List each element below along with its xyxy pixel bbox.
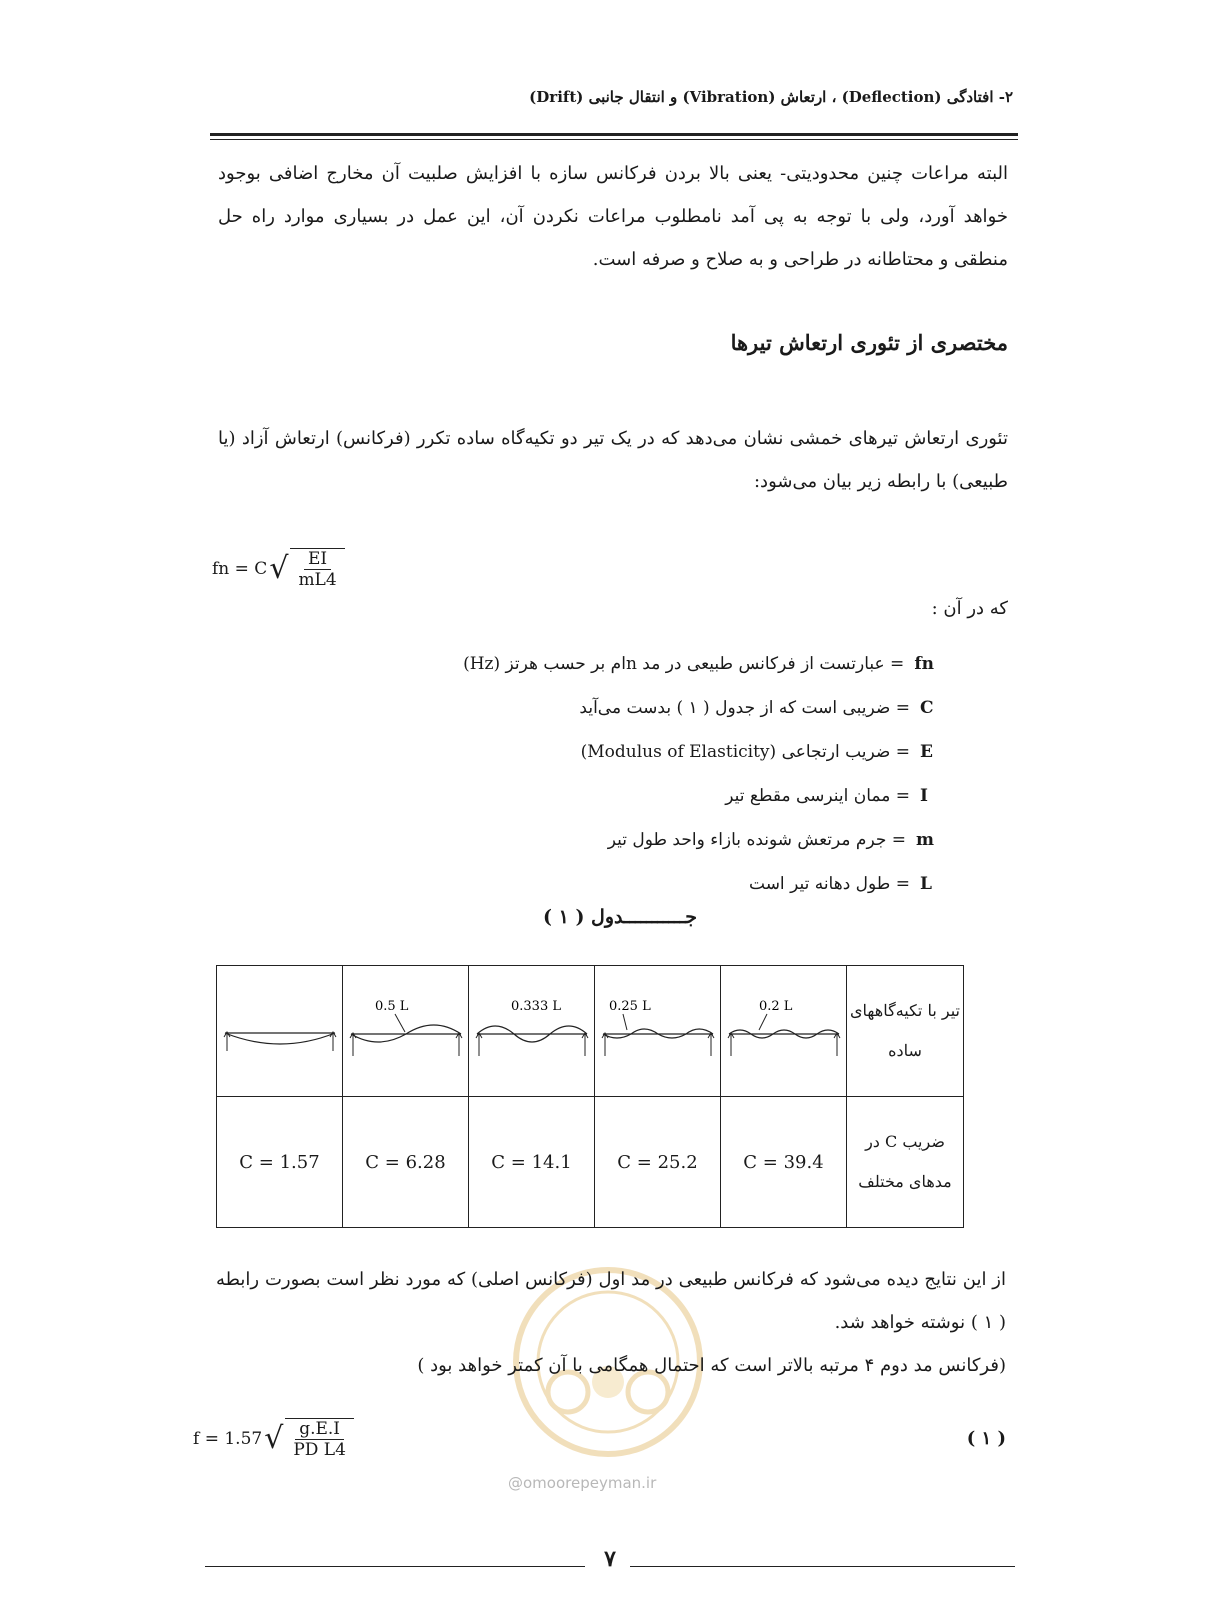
definition-symbol: m	[916, 830, 934, 850]
definitions-list	[234, 642, 934, 906]
definition-row	[234, 686, 934, 730]
definition-text: = جرم مرتعش شونده بازاء واحد طول تیر	[607, 830, 906, 850]
mode-shape-2-icon	[345, 994, 467, 1064]
section-heading: مختصری از تئوری ارتعاش تیرها	[730, 330, 1008, 355]
coefficient-cell: C = 1.57	[217, 1097, 343, 1228]
mode-label-4: 0.25 L	[608, 998, 651, 1014]
sqrt-symbol: √	[269, 551, 289, 586]
formula1-denominator: mL4	[298, 570, 337, 590]
definition-row	[234, 862, 934, 906]
paragraph-results-note: (فرکانس مد دوم ۴ مرتبه بالاتر است که احتمال همگامی با آن کمتر خواهد بود )	[417, 1355, 1006, 1376]
formula-natural-frequency	[212, 548, 345, 590]
page-header-title: ۲- افتادگی (Deflection) ، ارتعاش (Vibration) و انتقال جانبی (Drift)	[529, 88, 1013, 106]
definition-text: = ممان اینرسی مقطع تیر	[725, 786, 910, 806]
paragraph-results	[216, 1258, 1006, 1387]
definition-text: = ضریبی است که از جدول ( ۱ ) بدست می‌آید	[579, 698, 910, 718]
mode-shape-3-icon	[471, 994, 593, 1064]
formula2-denominator: PD L4	[293, 1440, 346, 1460]
definition-row	[234, 774, 934, 818]
coefficient-cell: C = 39.4	[721, 1097, 847, 1228]
definition-row	[234, 818, 934, 862]
definition-symbol: I	[920, 786, 928, 806]
definition-symbol: E	[920, 742, 933, 762]
footer-rule-left	[205, 1566, 585, 1567]
mode-shape-5-icon	[723, 994, 845, 1064]
definition-text: = ضریب ارتجاعی (Modulus of Elasticity)	[580, 742, 910, 762]
formula2-fraction	[285, 1418, 354, 1460]
formula1-lhs: fn = C	[212, 559, 268, 579]
table-row-coefficients	[217, 1097, 964, 1228]
mode-label-3: 0.333 L	[510, 998, 561, 1014]
paragraph-intro: البته مراعات چنین محدودیتی- یعنی بالا بردن فرکانس سازه با افزایش صلبیت آن مخارج اضافی بوجود خواهد آورد، ولی با توجه به پی آمد نامطلوب مراعات نکردن آن، این عمل در بسیاری موارد راه حل منطقی و محتاطانه در طراحی و به صلاح و صرفه است.	[218, 163, 1008, 270]
mode-shape-cell-3	[469, 966, 595, 1097]
mode-shape-cell-1	[217, 966, 343, 1097]
coefficient-cell: C = 6.28	[343, 1097, 469, 1228]
mode-coefficient-table	[216, 965, 964, 1228]
definition-symbol: fn	[914, 654, 934, 674]
row-label-coefficient: ضریب C در مدهای مختلف	[847, 1097, 964, 1228]
formula2-numerator: g.E.I	[295, 1419, 344, 1440]
formula-fundamental-frequency	[193, 1418, 354, 1460]
sqrt-symbol: √	[264, 1421, 284, 1456]
mode-shape-cell-4	[595, 966, 721, 1097]
table-caption: جـــــــــــدول ( ۱ )	[543, 906, 697, 928]
definition-row	[234, 642, 934, 686]
paragraph-theory: تئوری ارتعاش تیرهای خمشی نشان می‌دهد که در یک تیر دو تکیه‌گاه ساده تکرر (فرکانس) ارتعاش آزاد (یا طبیعی) با رابطه زیر بیان می‌شود:	[218, 428, 1008, 492]
footer-rule-right	[630, 1566, 1015, 1567]
watermark-url: @omoorepeyman.ir	[508, 1474, 657, 1492]
row-label-beam: تیر با تکیه‌گاههای ساده	[847, 966, 964, 1097]
formula2-lhs: f = 1.57	[193, 1429, 263, 1449]
mode-shape-1-icon	[219, 999, 341, 1059]
definition-row	[234, 730, 934, 774]
paragraph-results-line: از این نتایج دیده می‌شود که فرکانس طبیعی در مد اول (فرکانس اصلی) که مورد نظر است بصورت رابطه ( ۱ ) نوشته خواهد شد.	[216, 1269, 1006, 1333]
table-row-mode-shapes	[217, 966, 964, 1097]
mode-shape-cell-2	[343, 966, 469, 1097]
definition-text: = طول دهانه تیر است	[749, 874, 910, 894]
header-rule-thin	[210, 139, 1018, 140]
where-label: که در آن :	[931, 598, 1008, 619]
formula1-fraction	[290, 548, 344, 590]
coefficient-cell: C = 25.2	[595, 1097, 721, 1228]
mode-label-5: 0.2 L	[758, 998, 792, 1014]
definition-symbol: C	[920, 698, 934, 718]
definition-symbol: L	[920, 874, 932, 894]
page-number: ۷	[604, 1546, 616, 1572]
coefficient-cell: C = 14.1	[469, 1097, 595, 1228]
header-rule-thick	[210, 133, 1018, 136]
formula1-numerator: EI	[304, 549, 331, 570]
equation-number: ( ۱ )	[966, 1428, 1006, 1449]
mode-label-2: 0.5 L	[374, 998, 408, 1014]
mode-shape-cell-5	[721, 966, 847, 1097]
definition-text: = عبارتست از فرکانس طبیعی در مد nام بر حسب هرتز (Hz)	[463, 654, 905, 674]
mode-shape-4-icon	[597, 994, 719, 1064]
